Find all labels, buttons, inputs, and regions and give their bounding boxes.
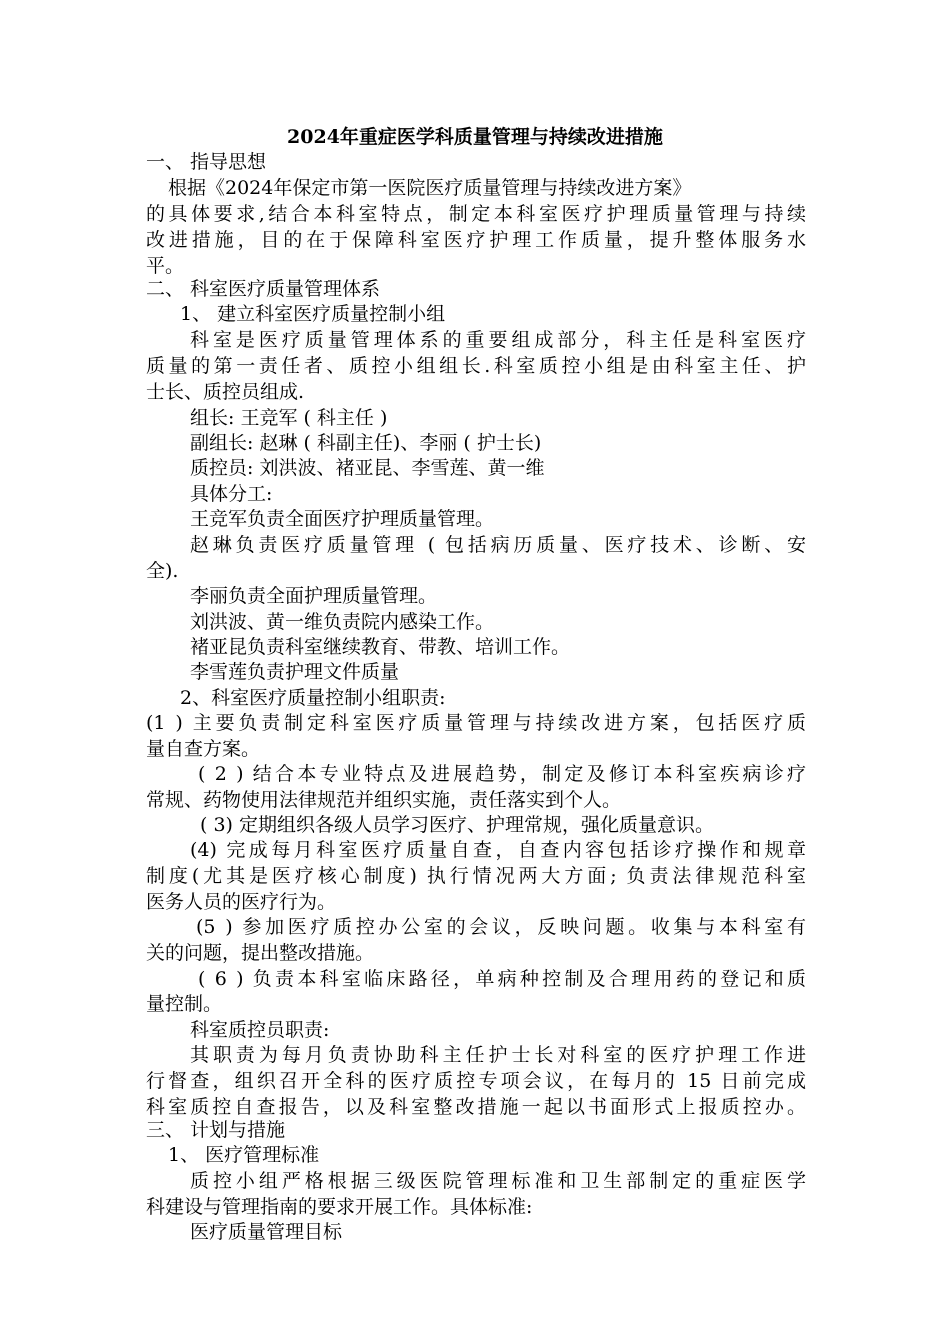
paragraph-line: 制度(尤其是医疗核心制度) 执行情况两大方面; 负责法律规范科室	[146, 865, 806, 887]
paragraph-line: 刘洪波、黄一维负责院内感染工作。	[190, 611, 495, 633]
paragraph-line: 量自查方案。	[146, 738, 261, 760]
paragraph-line: 质控员: 刘洪波、褚亚昆、李雪莲、黄一维	[190, 457, 545, 479]
paragraph-line: 根据《2024年保定市第一医院医疗质量管理与持续改进方案》	[168, 177, 692, 199]
paragraph-line: ( 3) 定期组织各级人员学习医疗、护理常规，强化质量意识。	[200, 814, 714, 836]
paragraph-line: 李雪莲负责护理文件质量	[190, 661, 400, 683]
paragraph-line: ( 2 ) 结合本专业特点及进展趋势，制定及修订本科室疾病诊疗	[198, 763, 806, 785]
paragraph-line: 褚亚昆负责科室继续教育、带教、培训工作。	[190, 636, 571, 658]
paragraph-line: 常规、药物使用法律规范并组织实施，责任落实到个人。	[146, 789, 622, 811]
paragraph-line: 科室质控自查报告，以及科室整改措施一起以书面形式上报质控办。	[146, 1096, 806, 1118]
section-heading-2: 二、 科室医疗质量管理体系	[146, 278, 381, 300]
paragraph-line: 关的问题，提出整改措施。	[146, 942, 375, 964]
paragraph-line: 全).	[146, 560, 179, 582]
paragraph-line: 组长: 王竞军 ( 科主任 )	[190, 407, 388, 429]
subsection-heading: 1、 医疗管理标准	[168, 1144, 320, 1166]
paragraph-line: 行督查，组织召开全科的医疗质控专项会议，在每月的 15 日前完成	[146, 1070, 806, 1092]
paragraph-line: 李丽负责全面护理质量管理。	[190, 585, 438, 607]
paragraph-line: (1 ) 主要负责制定科室医疗质量管理与持续改进方案，包括医疗质	[146, 712, 806, 734]
paragraph-line: 科室是医疗质量管理体系的重要组成部分，科主任是科室医疗	[190, 329, 806, 351]
paragraph-line: 医务人员的医疗行为。	[146, 891, 337, 913]
paragraph-line: 赵琳负责医疗质量管理 ( 包括病历质量、医疗技术、诊断、安	[190, 534, 806, 556]
paragraph-line: 王竞军负责全面医疗护理质量管理。	[190, 508, 495, 530]
paragraph-line: 科建设与管理指南的要求开展工作。具体标准:	[146, 1196, 533, 1218]
paragraph-line: 改进措施，目的在于保障科室医疗护理工作质量，提升整体服务水	[146, 229, 806, 251]
paragraph-line: 副组长: 赵琳 ( 科副主任)、李丽 ( 护士长)	[190, 432, 542, 454]
paragraph-line: ( 6 ) 负责本科室临床路径，单病种控制及合理用药的登记和质	[198, 968, 806, 990]
paragraph-line: (4) 完成每月科室医疗质量自查，自查内容包括诊疗操作和规章	[190, 839, 806, 861]
paragraph-line: 士长、质控员组成.	[146, 381, 305, 403]
paragraph-line: 质控小组严格根据三级医院管理标准和卫生部制定的重症医学	[190, 1170, 806, 1192]
section-heading-3: 三、 计划与措施	[146, 1119, 286, 1141]
section-heading-1: 一、 指导思想	[146, 151, 267, 173]
paragraph-line: 其职责为每月负责协助科主任护士长对科室的医疗护理工作进	[190, 1044, 806, 1066]
paragraph-line: 具体分工:	[190, 483, 273, 505]
paragraph-line: (5 ) 参加医疗质控办公室的会议，反映问题。收集与本科室有	[196, 916, 806, 938]
paragraph-line: 量控制。	[146, 993, 223, 1015]
subsection-heading: 2、科室医疗质量控制小组职责:	[180, 687, 446, 709]
paragraph-line: 医疗质量管理目标	[190, 1221, 343, 1243]
paragraph-line: 平。	[146, 255, 185, 277]
paragraph-line: 科室质控员职责:	[190, 1019, 330, 1041]
subsection-heading: 1、 建立科室医疗质量控制小组	[180, 303, 446, 325]
document-title: 2024年重症医学科质量管理与持续改进措施	[287, 126, 663, 148]
paragraph-line: 质量的第一责任者、质控小组组长.科室质控小组是由科室主任、护	[146, 355, 806, 377]
paragraph-line: 的具体要求,结合本科室特点，制定本科室医疗护理质量管理与持续	[146, 203, 806, 225]
